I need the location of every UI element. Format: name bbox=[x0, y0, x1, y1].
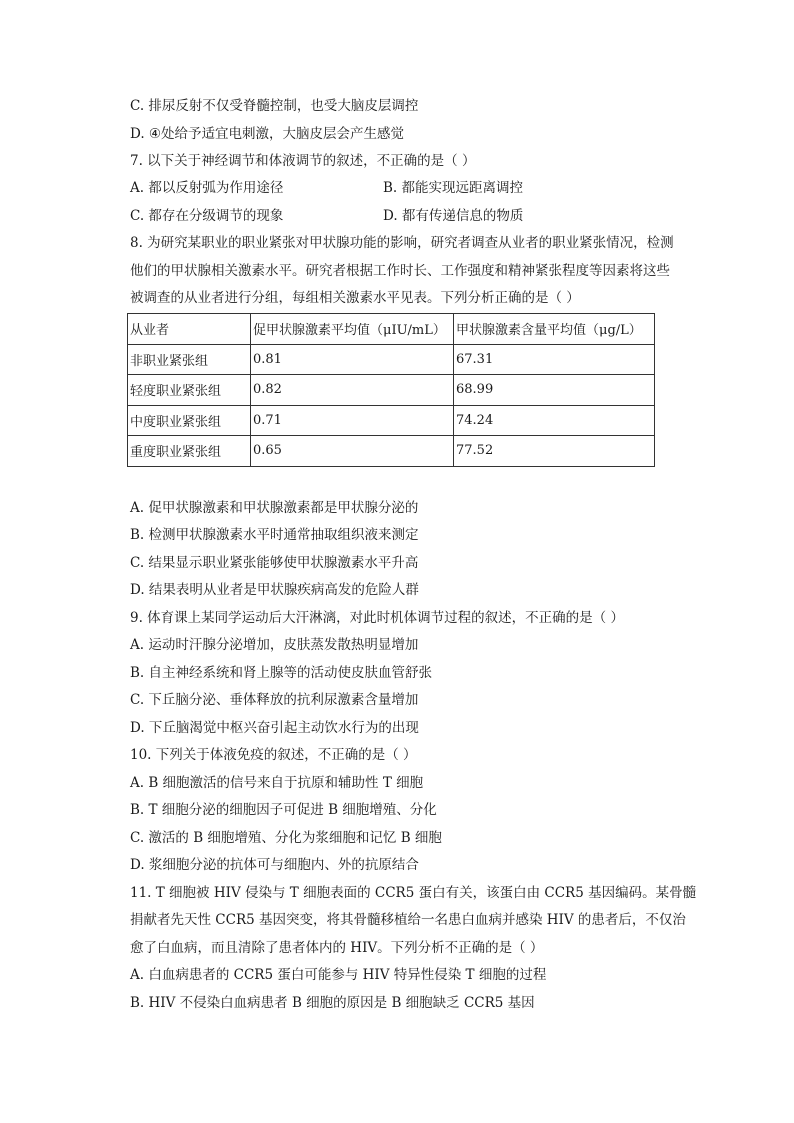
table-cell: 67.31 bbox=[454, 344, 655, 375]
q11-stem-line-3: 愈了白血病，而且清除了患者体内的 HIV。下列分析不正确的是（ ） bbox=[130, 940, 544, 956]
table-cell: 中度职业紧张组 bbox=[128, 405, 251, 436]
q8-stem-line-2: 他们的甲状腺相关激素水平。研究者根据工作时长、工作强度和精神紧张程度等因素将这些 bbox=[130, 263, 670, 279]
table-cell: 0.81 bbox=[251, 344, 454, 375]
q9-option-d: D. 下丘脑渴觉中枢兴奋引起主动饮水行为的出现 bbox=[130, 720, 419, 736]
hormone-table bbox=[127, 313, 655, 467]
q8-option-a: A. 促甲状腺激素和甲状腺激素都是甲状腺分泌的 bbox=[130, 500, 419, 516]
q9-option-a: A. 运动时汗腺分泌增加，皮肤蒸发散热明显增加 bbox=[130, 637, 419, 653]
q8-option-d: D. 结果表明从业者是甲状腺疾病高发的危险人群 bbox=[130, 582, 419, 598]
table-row bbox=[128, 344, 655, 375]
table-header-row bbox=[128, 314, 655, 345]
table-cell: 重度职业紧张组 bbox=[128, 436, 251, 467]
table-cell: 非职业紧张组 bbox=[128, 344, 251, 375]
table-header-cell: 促甲状腺激素平均值（μIU/mL） bbox=[251, 314, 454, 345]
table-cell: 0.82 bbox=[251, 375, 454, 406]
q7-stem: 7. 以下关于神经调节和体液调节的叙述，不正确的是（ ） bbox=[130, 153, 476, 169]
table-cell: 68.99 bbox=[454, 375, 655, 406]
table-header-cell: 从业者 bbox=[128, 314, 251, 345]
q8-stem-line-3: 被调查的从业者进行分组，每组相关激素水平见表。下列分析正确的是（ ） bbox=[130, 290, 580, 306]
q10-stem: 10. 下列关于体液免疫的叙述，不正确的是（ ） bbox=[130, 747, 417, 763]
table-row bbox=[128, 436, 655, 467]
q8-stem-line-1: 8. 为研究某职业的职业紧张对甲状腺功能的影响，研究者调查从业者的职业紧张情况，检测 bbox=[130, 235, 674, 251]
table-header-cell: 甲状腺激素含量平均值（μg/L） bbox=[454, 314, 655, 345]
q7-option-d: D. 都有传递信息的物质 bbox=[383, 208, 524, 224]
q7-option-c: C. 都存在分级调节的现象 bbox=[130, 208, 284, 224]
q7-option-a: A. 都以反射弧为作用途径 bbox=[130, 180, 284, 196]
table-cell: 轻度职业紧张组 bbox=[128, 375, 251, 406]
q11-option-a: A. 白血病患者的 CCR5 蛋白可能参与 HIV 特异性侵染 T 细胞的过程 bbox=[130, 967, 547, 983]
table-row bbox=[128, 405, 655, 436]
q10-option-c: C. 激活的 B 细胞增殖、分化为浆细胞和记忆 B 细胞 bbox=[130, 830, 442, 846]
q9-option-c: C. 下丘脑分泌、垂体释放的抗利尿激素含量增加 bbox=[130, 692, 419, 708]
table-row bbox=[128, 375, 655, 406]
table-cell: 0.71 bbox=[251, 405, 454, 436]
q9-option-b: B. 自主神经系统和肾上腺等的活动使皮肤血管舒张 bbox=[130, 665, 433, 681]
q7-option-b: B. 都能实现远距离调控 bbox=[383, 180, 524, 196]
table-cell: 0.65 bbox=[251, 436, 454, 467]
q6-option-d: D. ④处给予适宜电刺激，大脑皮层会产生感觉 bbox=[130, 126, 405, 142]
q11-stem-line-2: 捐献者先天性 CCR5 基因突变，将其骨髓移植给一名患白血病并感染 HIV 的患者后，不仅治 bbox=[130, 912, 686, 928]
table-cell: 74.24 bbox=[454, 405, 655, 436]
q8-option-c: C. 结果显示职业紧张能够使甲状腺激素水平升高 bbox=[130, 555, 419, 571]
q9-stem: 9. 体育课上某同学运动后大汗淋漓，对此时机体调节过程的叙述，不正确的是（ ） bbox=[130, 610, 624, 626]
table-cell: 77.52 bbox=[454, 436, 655, 467]
q6-option-c: C. 排尿反射不仅受脊髓控制，也受大脑皮层调控 bbox=[130, 98, 419, 114]
q11-stem-line-1: 11. T 细胞被 HIV 侵染与 T 细胞表面的 CCR5 蛋白有关，该蛋白由 CCR5 基因编码。某骨髓 bbox=[130, 885, 697, 901]
q10-option-d: D. 浆细胞分泌的抗体可与细胞内、外的抗原结合 bbox=[130, 857, 419, 873]
q10-option-a: A. B 细胞激活的信号来自于抗原和辅助性 T 细胞 bbox=[130, 775, 424, 791]
q11-option-b: B. HIV 不侵染白血病患者 B 细胞的原因是 B 细胞缺乏 CCR5 基因 bbox=[130, 995, 535, 1011]
q10-option-b: B. T 细胞分泌的细胞因子可促进 B 细胞增殖、分化 bbox=[130, 802, 437, 818]
q8-option-b: B. 检测甲状腺激素水平时通常抽取组织液来测定 bbox=[130, 527, 419, 543]
